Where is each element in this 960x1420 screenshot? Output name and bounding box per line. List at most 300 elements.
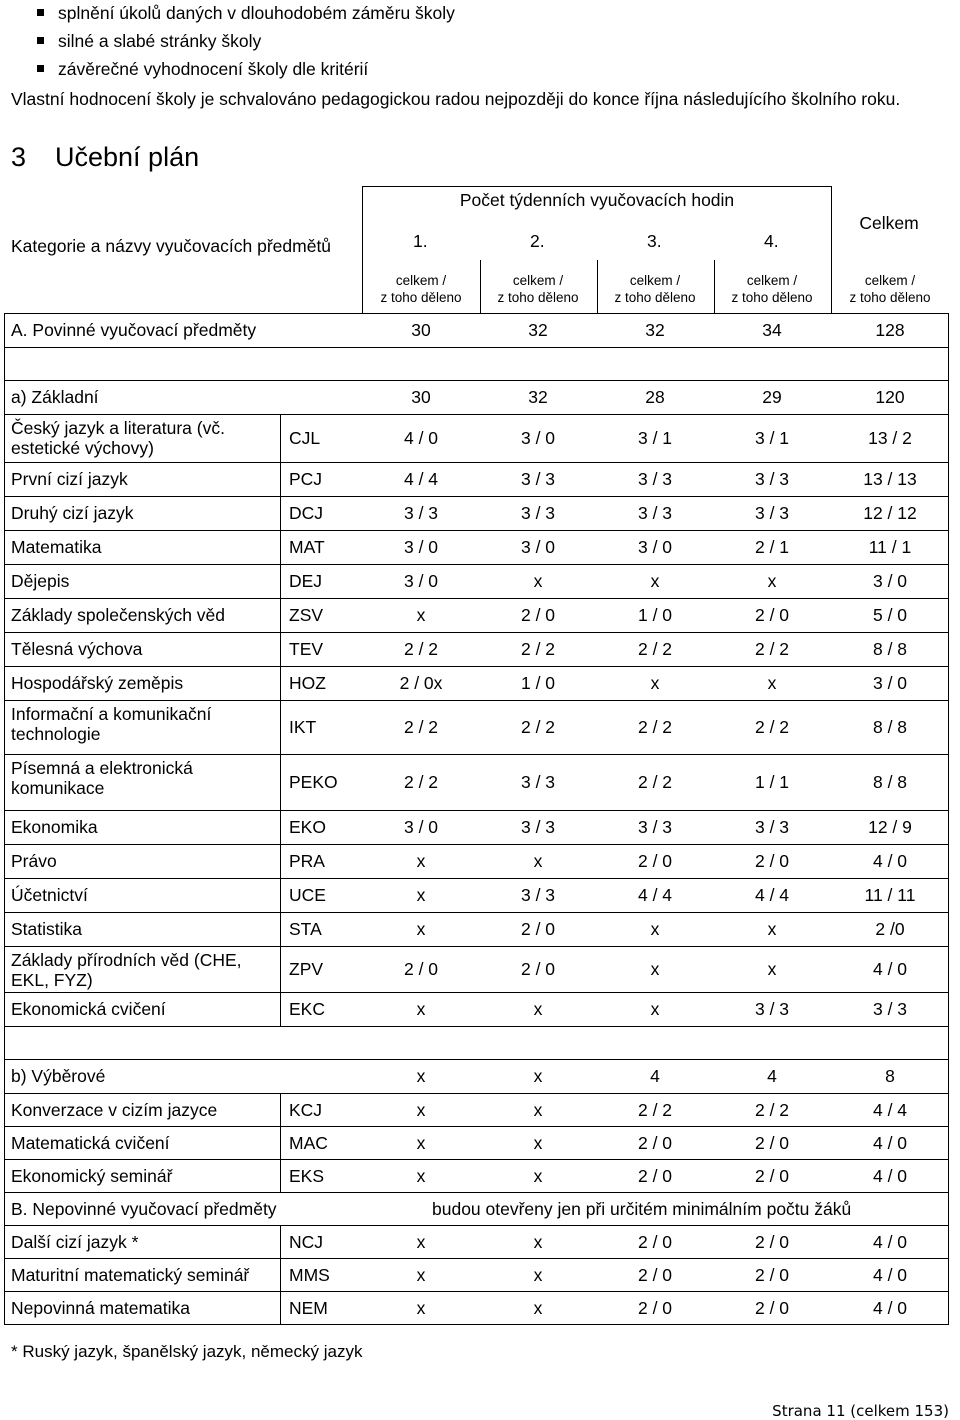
subject-value: 4 / 4 (403, 469, 439, 489)
subject-value: 1 / 1 (754, 772, 790, 792)
table-rule (4, 1059, 949, 1060)
table-rule (948, 912, 949, 946)
table-rule (948, 1059, 949, 1093)
subject-value: 11 / 11 (864, 885, 916, 905)
table-rule (948, 878, 949, 912)
subject-name: Nepovinná matematika (11, 1297, 190, 1318)
subject-value: 3 / 3 (520, 469, 556, 489)
subject-code: PEKO (289, 772, 338, 792)
table-rule (948, 1026, 949, 1059)
section-row-value: 4 (650, 1066, 660, 1086)
table-rule (4, 844, 949, 845)
subject-value: 2 / 2 (754, 717, 790, 737)
table-rule (948, 313, 949, 347)
table-rule (280, 992, 281, 1026)
subject-code: EKO (289, 817, 326, 837)
table-rule (4, 1291, 5, 1324)
page-footer: Strana 11 (celkem 153) (772, 1402, 949, 1420)
section-row-label: B. Nepovinné vyučovací předměty (11, 1199, 277, 1219)
table-rule (4, 700, 5, 754)
subject-code: PRA (289, 851, 325, 871)
subject-value: 3 / 0 (403, 571, 439, 591)
table-rule (4, 666, 5, 700)
subject-value: x (416, 885, 426, 905)
table-rule (4, 598, 5, 632)
subject-value: x (416, 605, 426, 625)
header-category: Kategorie a názvy vyučovacích předmětů (11, 236, 332, 256)
table-rule (4, 462, 949, 463)
header-weekly-hours: Počet týdenních vyučovacích hodin (459, 190, 735, 210)
subject-value: 2 / 0 (637, 1297, 673, 1318)
subject-value: x (416, 1099, 426, 1120)
subject-value: 2 / 2 (637, 717, 673, 737)
table-rule (4, 380, 949, 381)
subject-value: 2 / 0 (754, 1297, 790, 1318)
subject-code: MAT (289, 537, 325, 557)
table-rule (4, 347, 5, 380)
subject-value: 3 / 0 (403, 537, 439, 557)
subject-value: 4 / 0 (872, 959, 908, 979)
subject-value: 3 / 3 (754, 999, 790, 1019)
subject-value: 2 / 2 (520, 639, 556, 659)
subject-name: Druhý cizí jazyk (11, 503, 134, 523)
subject-name: První cizí jazyk (11, 469, 128, 489)
subject-value: 2 / 0 (637, 851, 673, 871)
bullet-text: splnění úkolů daných v dlouhodobém záměru školy (58, 3, 455, 23)
table-rule (948, 380, 949, 414)
subject-value: 2 / 0 (754, 1165, 790, 1186)
subcaption-line: celkem / (395, 273, 447, 288)
subject-value: 1 / 0 (520, 673, 556, 693)
subject-value: x (650, 959, 660, 979)
subject-value: 2 / 2 (403, 772, 439, 792)
section-row-value: 4 (767, 1066, 777, 1086)
subject-value: x (533, 571, 543, 591)
table-rule (948, 1126, 949, 1159)
table-rule (280, 946, 281, 992)
table-rule (4, 700, 949, 701)
subject-code: STA (289, 919, 322, 939)
table-rule (362, 186, 832, 187)
table-rule (948, 700, 949, 754)
table-rule (948, 632, 949, 666)
subject-value: 2 / 2 (754, 639, 790, 659)
subject-value: x (416, 851, 426, 871)
subject-value: 2 / 0 (637, 1165, 673, 1186)
subject-value: 3 / 3 (872, 999, 908, 1019)
subcaption-line: celkem / (746, 273, 798, 288)
header-subcaption (595, 272, 715, 306)
subject-name: Ekonomický seminář (11, 1165, 173, 1186)
table-rule (948, 496, 949, 530)
table-rule (4, 496, 949, 497)
subject-value: 4 / 0 (872, 1132, 908, 1153)
subject-code: KCJ (289, 1099, 323, 1120)
subject-value: x (533, 1099, 543, 1120)
subject-value: 3 / 3 (403, 503, 439, 523)
subject-value: 3 / 3 (637, 503, 673, 523)
section-row-value: x (533, 1066, 543, 1086)
table-rule (948, 946, 949, 992)
section-row-value: 30 (411, 320, 431, 340)
subject-value: 13 / 2 (868, 428, 912, 448)
subject-value: x (416, 1165, 426, 1186)
section-row-value: 32 (528, 320, 548, 340)
bullet-text: závěrečné vyhodnocení školy dle kritérií (58, 59, 369, 79)
bullet-square-icon (37, 9, 44, 16)
subject-code: NCJ (289, 1231, 324, 1252)
subject-name: Základy společenských věd (11, 605, 225, 625)
subject-name: Účetnictví (11, 885, 88, 905)
subject-value: 4 / 0 (872, 851, 908, 871)
section-row-label: A. Povinné vyučovací předměty (11, 320, 257, 340)
table-rule (4, 462, 5, 496)
subject-value: x (416, 919, 426, 939)
table-rule (4, 564, 5, 598)
subject-value: 4 / 4 (872, 1099, 908, 1120)
table-rule (4, 414, 949, 415)
table-rule (4, 1126, 5, 1159)
subject-value: x (533, 1264, 543, 1285)
header-year: 4. (764, 231, 779, 251)
table-rule (4, 1159, 949, 1160)
subject-value: 4 / 0 (872, 1297, 908, 1318)
table-rule (4, 1026, 5, 1059)
subject-value: 2 / 0 (637, 1264, 673, 1285)
table-rule (280, 878, 281, 912)
subject-code: EKC (289, 999, 325, 1019)
table-rule (4, 313, 5, 347)
subcaption-line: celkem / (629, 273, 681, 288)
subject-code: IKT (289, 717, 317, 737)
subject-code: CJL (289, 428, 321, 448)
subject-value: 3 / 3 (754, 469, 790, 489)
table-rule (4, 878, 949, 879)
table-rule (280, 1159, 281, 1192)
subject-value: 2 / 0 (520, 605, 556, 625)
table-rule (948, 347, 949, 380)
subject-name: Základy přírodních věd (CHE, EKL, FYZ) (11, 950, 242, 990)
subject-value: x (416, 1264, 426, 1285)
subject-name: Dějepis (11, 571, 70, 591)
table-rule (4, 1026, 949, 1027)
subject-value: x (650, 571, 660, 591)
subject-value: x (533, 851, 543, 871)
subject-name: Ekonomika (11, 817, 98, 837)
subject-value: 4 / 4 (637, 885, 673, 905)
bullet-text: silné a slabé stránky školy (58, 31, 262, 51)
subject-value: 3 / 0 (637, 537, 673, 557)
subject-value: 3 / 0 (872, 571, 908, 591)
subject-value: 2 / 2 (637, 772, 673, 792)
table-rule (4, 313, 949, 314)
subject-value: x (533, 1297, 543, 1318)
table-rule (948, 1291, 949, 1324)
subject-value: 3 / 3 (520, 503, 556, 523)
bullet-item (58, 59, 368, 79)
subject-name: Další cizí jazyk * (11, 1231, 139, 1252)
table-rule (280, 632, 281, 666)
subcaption-line: z toho děleno (849, 290, 931, 305)
section-row-value: 29 (762, 387, 782, 407)
subject-code: MAC (289, 1132, 328, 1153)
subject-value: 4 / 0 (403, 428, 439, 448)
table-rule (4, 810, 949, 811)
subject-value: 2 / 1 (754, 537, 790, 557)
subject-name: Tělesná výchova (11, 639, 143, 659)
table-rule (4, 754, 5, 810)
subject-code: EKS (289, 1165, 325, 1186)
subject-code: DCJ (289, 503, 324, 523)
table-rule (4, 1192, 5, 1225)
header-subcaption (361, 272, 481, 306)
section-row-value: 28 (645, 387, 665, 407)
subject-name: Matematika (11, 537, 102, 557)
table-rule (4, 666, 949, 667)
subject-value: x (650, 673, 660, 693)
subject-value: 4 / 0 (872, 1231, 908, 1252)
paragraph: Vlastní hodnocení školy je schvalováno pedagogickou radou nejpozději do konce října následujícího školního roku. (11, 89, 901, 109)
subject-name: Český jazyk a literatura (vč. estetické výchovy) (11, 418, 225, 458)
section-number: 3 (11, 142, 27, 172)
section-row-label: b) Výběrové (11, 1066, 106, 1086)
table-rule (4, 1159, 5, 1192)
subcaption-line: z toho děleno (380, 290, 462, 305)
subject-value: x (416, 999, 426, 1019)
table-rule (280, 844, 281, 878)
subject-value: x (533, 999, 543, 1019)
subject-name: Písemná a elektronická komunikace (11, 758, 193, 798)
table-rule (948, 844, 949, 878)
table-rule (280, 666, 281, 700)
table-rule (4, 878, 5, 912)
subcaption-line: z toho děleno (731, 290, 813, 305)
subject-value: 3 / 0 (520, 428, 556, 448)
subject-code: HOZ (289, 673, 326, 693)
subject-value: 2 / 2 (520, 717, 556, 737)
table-rule (4, 1291, 949, 1292)
subject-value: 8 / 8 (872, 772, 908, 792)
table-rule (948, 462, 949, 496)
table-rule (4, 1192, 949, 1193)
subject-code: ZPV (289, 959, 324, 979)
subject-value: 2 / 0 (754, 1132, 790, 1153)
section-row-value: 120 (875, 387, 905, 407)
table-rule (4, 496, 5, 530)
subject-value: 2 / 0 (637, 1231, 673, 1252)
subject-value: 12 / 9 (868, 817, 912, 837)
subject-value: 3 / 3 (754, 503, 790, 523)
table-rule (948, 666, 949, 700)
table-rule (4, 946, 949, 947)
subject-value: 2 / 0 (403, 959, 439, 979)
subject-value: x (650, 999, 660, 1019)
table-rule (4, 1258, 949, 1259)
table-rule (4, 530, 5, 564)
subject-value: 2 / 2 (403, 717, 439, 737)
subject-value: 13 / 13 (863, 469, 917, 489)
table-rule (4, 1258, 5, 1291)
subcaption-line: z toho děleno (614, 290, 696, 305)
table-rule (280, 414, 281, 462)
table-rule (4, 632, 949, 633)
table-rule (4, 1059, 5, 1093)
subject-value: 3 / 1 (637, 428, 673, 448)
subject-value: 2 / 0 (637, 1132, 673, 1153)
subject-value: 3 / 3 (520, 772, 556, 792)
subject-value: 3 / 3 (637, 469, 673, 489)
subject-value: x (533, 1132, 543, 1153)
table-rule (4, 754, 949, 755)
table-rule (280, 1093, 281, 1126)
table-rule (280, 1225, 281, 1258)
bullet-item (58, 3, 455, 23)
subject-name: Matematická cvičení (11, 1132, 170, 1153)
subject-value: 3 / 3 (637, 817, 673, 837)
table-rule (948, 1225, 949, 1258)
section-row-label: a) Základní (11, 387, 99, 407)
subject-code: MMS (289, 1264, 330, 1285)
table-rule (4, 1225, 5, 1258)
subject-value: 2 / 0 (754, 1264, 790, 1285)
subject-value: 3 / 0 (403, 817, 439, 837)
subject-value: 2 / 2 (637, 1099, 673, 1120)
section-row-value: 34 (762, 320, 782, 340)
subject-value: 2 / 0 (520, 919, 556, 939)
subject-value: 1 / 0 (637, 605, 673, 625)
footnote: * Ruský jazyk, španělský jazyk, německý jazyk (11, 1342, 363, 1361)
subject-value: x (767, 959, 777, 979)
table-rule (948, 1192, 949, 1225)
table-rule (280, 1291, 281, 1324)
subject-value: 2 / 0 (520, 959, 556, 979)
subject-name: Informační a komunikační technologie (11, 704, 212, 744)
bullet-square-icon (37, 65, 44, 72)
subject-name: Hospodářský zeměpis (11, 673, 184, 693)
subject-value: 11 / 1 (868, 537, 912, 557)
subject-value: 3 / 1 (754, 428, 790, 448)
table-rule (280, 912, 281, 946)
table-rule (4, 1225, 949, 1226)
subject-value: 3 / 3 (754, 817, 790, 837)
subject-code: ZSV (289, 605, 324, 625)
subject-value: 3 / 0 (520, 537, 556, 557)
table-rule (4, 380, 5, 414)
table-rule (4, 1093, 5, 1126)
table-rule (4, 1324, 949, 1325)
subject-value: x (533, 1165, 543, 1186)
subject-value: 3 / 3 (520, 885, 556, 905)
table-rule (948, 530, 949, 564)
table-rule (4, 530, 949, 531)
section-row-value: 32 (528, 387, 548, 407)
header-year: 1. (413, 231, 428, 251)
header-subcaption (712, 272, 832, 306)
subject-value: x (650, 919, 660, 939)
table-rule (280, 496, 281, 530)
subject-code: TEV (289, 639, 324, 659)
table-rule (280, 1126, 281, 1159)
subject-value: x (767, 571, 777, 591)
subject-value: 2 / 0 (754, 605, 790, 625)
header-subcaption (478, 272, 598, 306)
table-rule (948, 1258, 949, 1291)
subject-value: 3 / 3 (520, 817, 556, 837)
table-rule (948, 564, 949, 598)
subject-value: 5 / 0 (872, 605, 908, 625)
subject-value: 2 / 0 (754, 1231, 790, 1252)
table-rule (280, 564, 281, 598)
table-rule (280, 462, 281, 496)
subject-value: 12 / 12 (863, 503, 917, 523)
subject-code: NEM (289, 1297, 328, 1318)
subject-value: x (767, 919, 777, 939)
subject-value: 4 / 0 (872, 1264, 908, 1285)
subject-value: x (416, 1132, 426, 1153)
subject-name: Maturitní matematický seminář (11, 1264, 250, 1285)
table-rule (948, 1093, 949, 1126)
table-rule (280, 598, 281, 632)
section-row-value: 32 (645, 320, 665, 340)
header-total: Celkem (859, 213, 919, 233)
subject-name: Statistika (11, 919, 82, 939)
subject-code: DEJ (289, 571, 323, 591)
table-rule (280, 530, 281, 564)
section-row-value: x (416, 1066, 426, 1086)
section-heading (11, 141, 199, 173)
subject-value: 2 /0 (875, 919, 905, 939)
subcaption-line: celkem / (864, 273, 916, 288)
table-rule (4, 844, 5, 878)
optional-note: budou otevřeny jen při určitém minimálním počtu žáků (432, 1199, 852, 1219)
table-rule (948, 1159, 949, 1192)
table-rule (4, 347, 949, 348)
table-rule (4, 912, 5, 946)
subject-value: 2 / 0 (754, 851, 790, 871)
subject-value: 8 / 8 (872, 717, 908, 737)
table-rule (4, 810, 5, 844)
subject-value: x (416, 1231, 426, 1252)
table-rule (4, 598, 949, 599)
table-rule (4, 992, 5, 1026)
section-row-value: 8 (885, 1066, 895, 1086)
table-rule (948, 810, 949, 844)
table-rule (4, 414, 5, 462)
subject-value: 2 / 0x (399, 673, 443, 693)
subject-value: 4 / 0 (872, 1165, 908, 1186)
header-year: 3. (647, 231, 662, 251)
subject-value: 3 / 0 (872, 673, 908, 693)
table-rule (4, 1126, 949, 1127)
subject-code: PCJ (289, 469, 323, 489)
subcaption-line: z toho děleno (497, 290, 579, 305)
subject-name: Konverzace v cizím jazyce (11, 1099, 218, 1120)
subject-value: 2 / 2 (754, 1099, 790, 1120)
table-rule (280, 700, 281, 754)
subject-value: x (533, 1231, 543, 1252)
subject-value: x (416, 1297, 426, 1318)
section-title: Učební plán (55, 142, 200, 172)
table-rule (948, 754, 949, 810)
subject-value: x (767, 673, 777, 693)
table-rule (948, 992, 949, 1026)
subcaption-line: celkem / (512, 273, 564, 288)
subject-value: 4 / 4 (754, 885, 790, 905)
table-rule (280, 810, 281, 844)
table-rule (4, 564, 949, 565)
table-rule (4, 1093, 949, 1094)
bullet-item (58, 31, 261, 51)
